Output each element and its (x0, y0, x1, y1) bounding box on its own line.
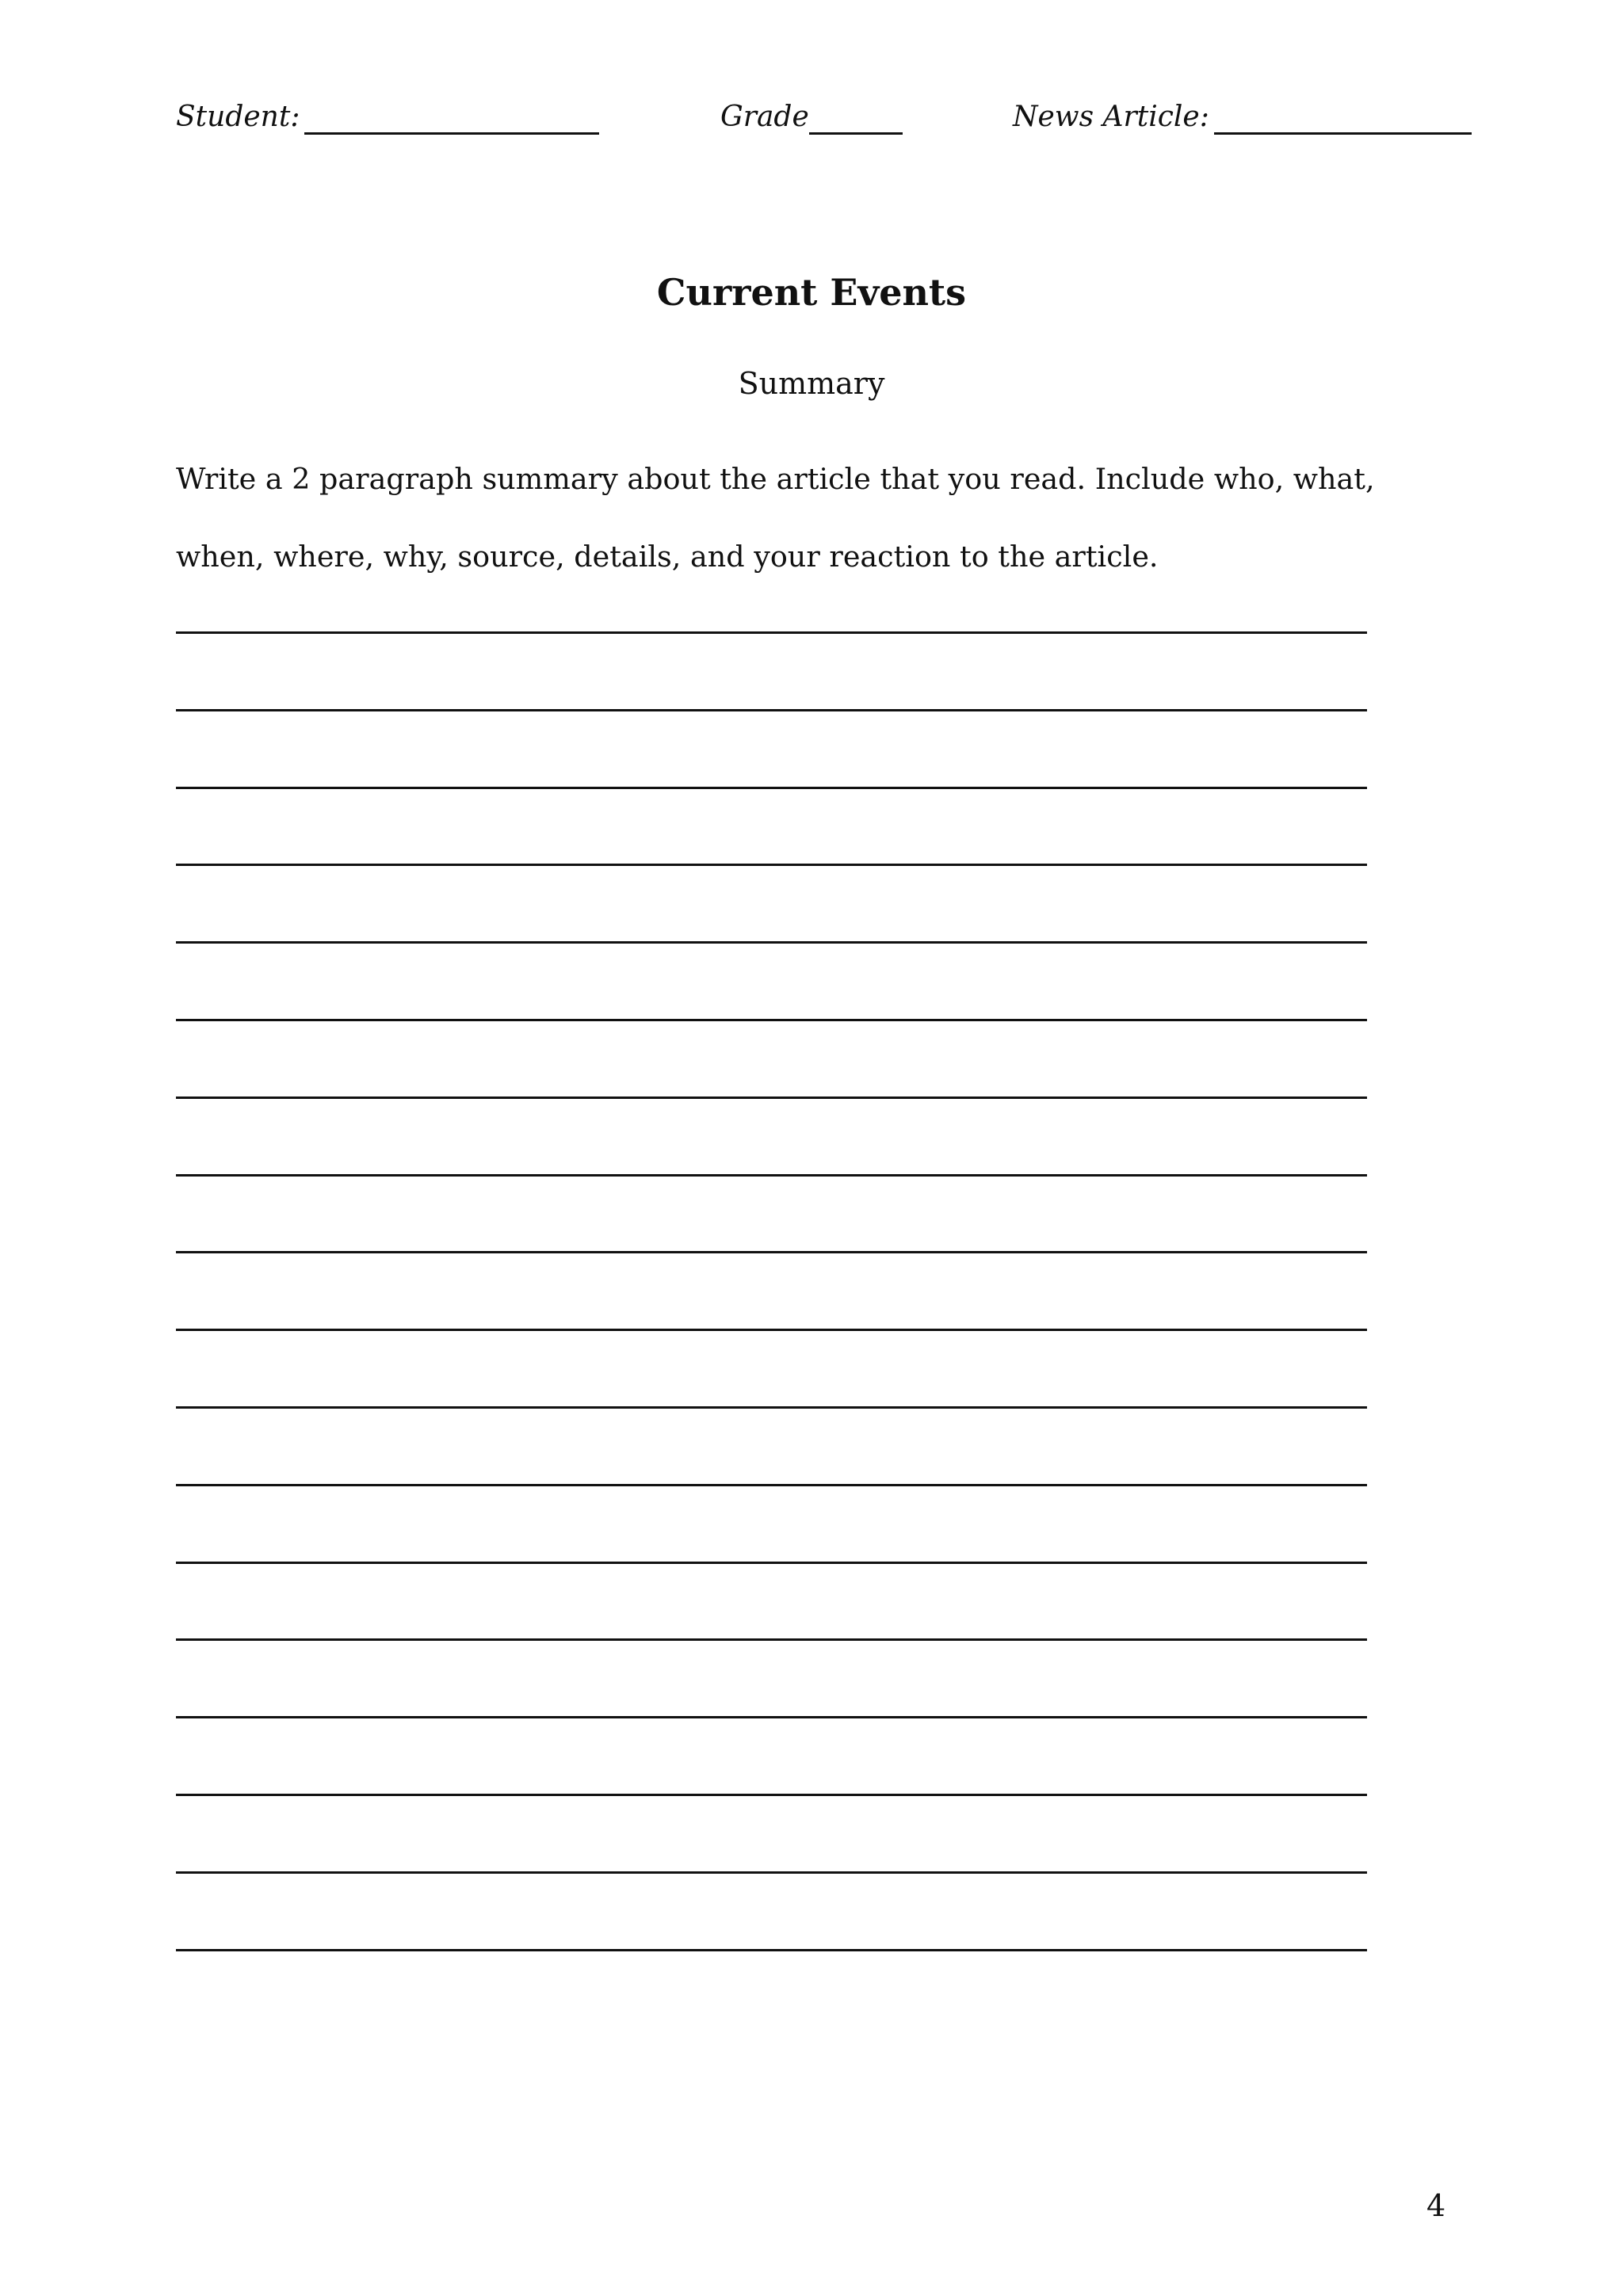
student-blank[interactable] (304, 101, 599, 135)
writing-line[interactable] (176, 1406, 1367, 1409)
student-field (176, 93, 599, 135)
writing-line[interactable] (176, 1871, 1367, 1874)
writing-line[interactable] (176, 1097, 1367, 1099)
writing-line[interactable] (176, 941, 1367, 944)
writing-line[interactable] (176, 1329, 1367, 1331)
news-article-blank[interactable] (1214, 101, 1472, 135)
writing-line[interactable] (176, 631, 1367, 634)
student-label: Student: (176, 101, 300, 133)
writing-line[interactable] (176, 1019, 1367, 1021)
writing-line[interactable] (176, 787, 1367, 789)
news-article-field (1013, 93, 1472, 135)
writing-line[interactable] (176, 1949, 1367, 1951)
writing-line[interactable] (176, 1716, 1367, 1718)
page-title: Current Events (656, 271, 967, 314)
writing-line[interactable] (176, 1794, 1367, 1796)
writing-line[interactable] (176, 709, 1367, 711)
writing-line[interactable] (176, 1562, 1367, 1564)
writing-line[interactable] (176, 1638, 1367, 1641)
grade-label: Grade (720, 101, 809, 133)
grade-blank[interactable] (809, 101, 903, 135)
news-article-label: News Article: (1013, 101, 1209, 133)
page-number: 4 (1426, 2188, 1446, 2223)
writing-line[interactable] (176, 1484, 1367, 1486)
writing-line[interactable] (176, 1174, 1367, 1177)
grade-field (720, 93, 903, 135)
instructions-text: Write a 2 paragraph summary about the article that you read. Include who, what, when, where, why, source, details, and your reaction to the article. (176, 462, 1375, 574)
writing-line[interactable] (176, 864, 1367, 866)
writing-line[interactable] (176, 1251, 1367, 1253)
page-subtitle: Summary (738, 366, 885, 401)
